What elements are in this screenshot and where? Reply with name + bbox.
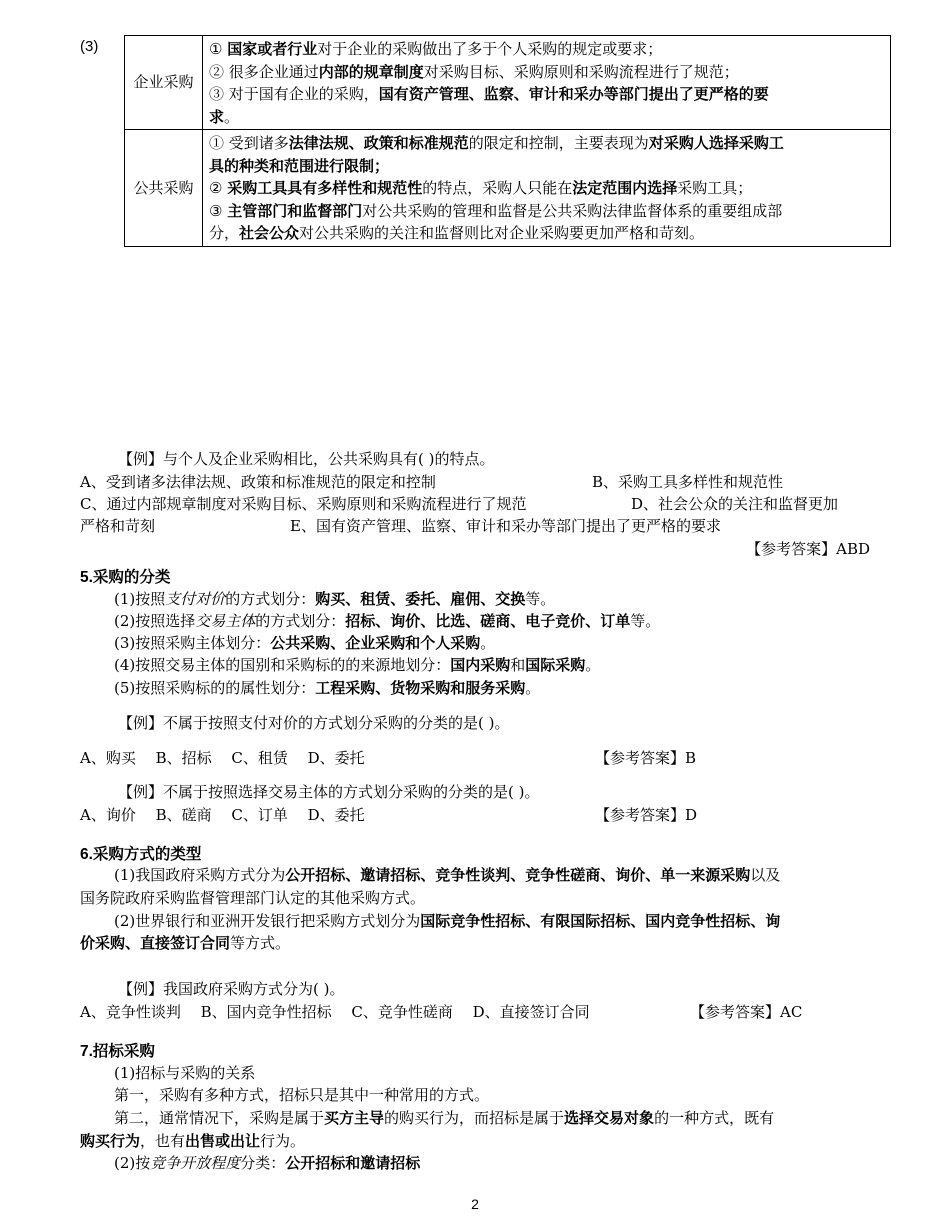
table-row [125,130,891,247]
example-options: A、购买 B、招标 C、租赁 D、委托 [80,749,365,767]
table-line: 分，社会公众对公共采购的关注和监督则比对企业采购要更加严格和苛刻。 [209,224,705,242]
example-question: 【例】不属于按照支付对价的方式划分采购的分类的是( )。 [118,714,510,732]
paragraph-line: (1)招标与采购的关系 [114,1064,256,1082]
example-options: A、竞争性谈判 B、国内竞争性招标 C、竞争性磋商 D、直接签订合同 [80,1003,590,1021]
table-line: ① 国家或者行业对于企业的采购做出了多于个人采购的规定或要求； [209,40,663,58]
option-d: D、社会公众的关注和监督更加 [631,495,839,513]
row-content [203,130,891,247]
option-b: B、采购工具多样性和规范性 [592,473,784,491]
example-question: 【例】与个人及企业采购相比，公共采购具有( )的特点。 [118,450,495,468]
paragraph-line: (2)按竞争开放程度分类：公开招标和邀请招标 [114,1154,421,1172]
page-number: 2 [471,1196,479,1212]
list-item: (5)按照采购标的的属性划分：工程采购、货物采购和服务采购。 [114,679,541,697]
paragraph-line: (1)我国政府采购方式分为公开招标、邀请招标、竞争性谈判、竞争性磋商、询价、单一来源采购以及 [114,866,781,884]
row-header: 公共采购 [125,130,203,247]
table-line: ② 采购工具具有多样性和规范性的特点，采购人只能在法定范围内选择采购工具； [209,179,753,197]
paragraph-line: 价采购、直接签订合同等方式。 [80,934,291,952]
paragraph-line: 国务院政府采购监督管理部门认定的其他采购方式。 [80,889,426,907]
table-line: ③ 主管部门和监督部门对公共采购的管理和监督是公共采购法律监督体系的重要组成部 [209,201,783,220]
example-question: 【例】不属于按照选择交易主体的方式划分采购的分类的是( )。 [118,783,540,801]
row-content [203,36,891,130]
example-options: A、询价 B、磋商 C、订单 D、委托 [80,806,365,824]
section-title: 5.采购的分类 [80,569,171,586]
option-e: E、国有资产管理、监察、审计和采办等部门提出了更严格的要求 [290,517,721,535]
question-number: (3) [80,38,99,55]
row-header: 企业采购 [125,36,203,130]
paragraph-line: 第二，通常情况下，采购是属于买方主导的购买行为，而招标是属于选择交易对象的一种方式，既有 [114,1109,775,1127]
list-item: (1)按照支付对价的方式划分：购买、租赁、委托、雇佣、交换等。 [114,590,556,608]
option-d-continued: 严格和苛刻 [80,517,156,535]
table-row [125,36,891,130]
reference-answer: 【参考答案】AC [690,1003,803,1021]
list-item: (3)按照采购主体划分：公共采购、企业采购和个人采购。 [114,634,496,652]
table-line: 求。 [209,107,240,126]
table-line: 具的种类和范围进行限制； [209,156,390,175]
paragraph-line: 购买行为，也有出售或出让行为。 [80,1132,306,1150]
comparison-table [124,35,891,247]
paragraph-line: 第一，采购有多种方式，招标只是其中一种常用的方式。 [114,1086,490,1104]
table-line: ① 受到诸多法律法规、政策和标准规范的限定和控制，主要表现为对采购人选择采购工 [209,134,784,152]
table-line: ② 很多企业通过内部的规章制度对采购目标、采购原则和采购流程进行了规范； [209,62,739,81]
list-item: (2)按照选择交易主体的方式划分：招标、询价、比选、磋商、电子竞价、订单等。 [114,612,661,630]
reference-answer: 【参考答案】ABD [746,540,870,558]
list-item: (4)按照交易主体的国别和采购标的的来源地划分：国内采购和国际采购。 [114,656,601,674]
paragraph-line: (2)世界银行和亚洲开发银行把采购方式划分为国际竞争性招标、有限国际招标、国内竞争性招标、询 [114,912,781,930]
option-c: C、通过内部规章制度对采购目标、采购原则和采购流程进行了规范 [80,495,527,513]
option-a: A、受到诸多法律法规、政策和标准规范的限定和控制 [80,473,436,491]
section-title: 7.招标采购 [80,1043,155,1060]
reference-answer: 【参考答案】D [595,806,698,824]
table-line: ③ 对于国有企业的采购，国有资产管理、监察、审计和采办等部门提出了更严格的要 [209,85,769,103]
section-title: 6.采购方式的类型 [80,846,202,863]
example-question: 【例】我国政府采购方式分为( )。 [118,980,345,998]
reference-answer: 【参考答案】B [595,749,697,767]
